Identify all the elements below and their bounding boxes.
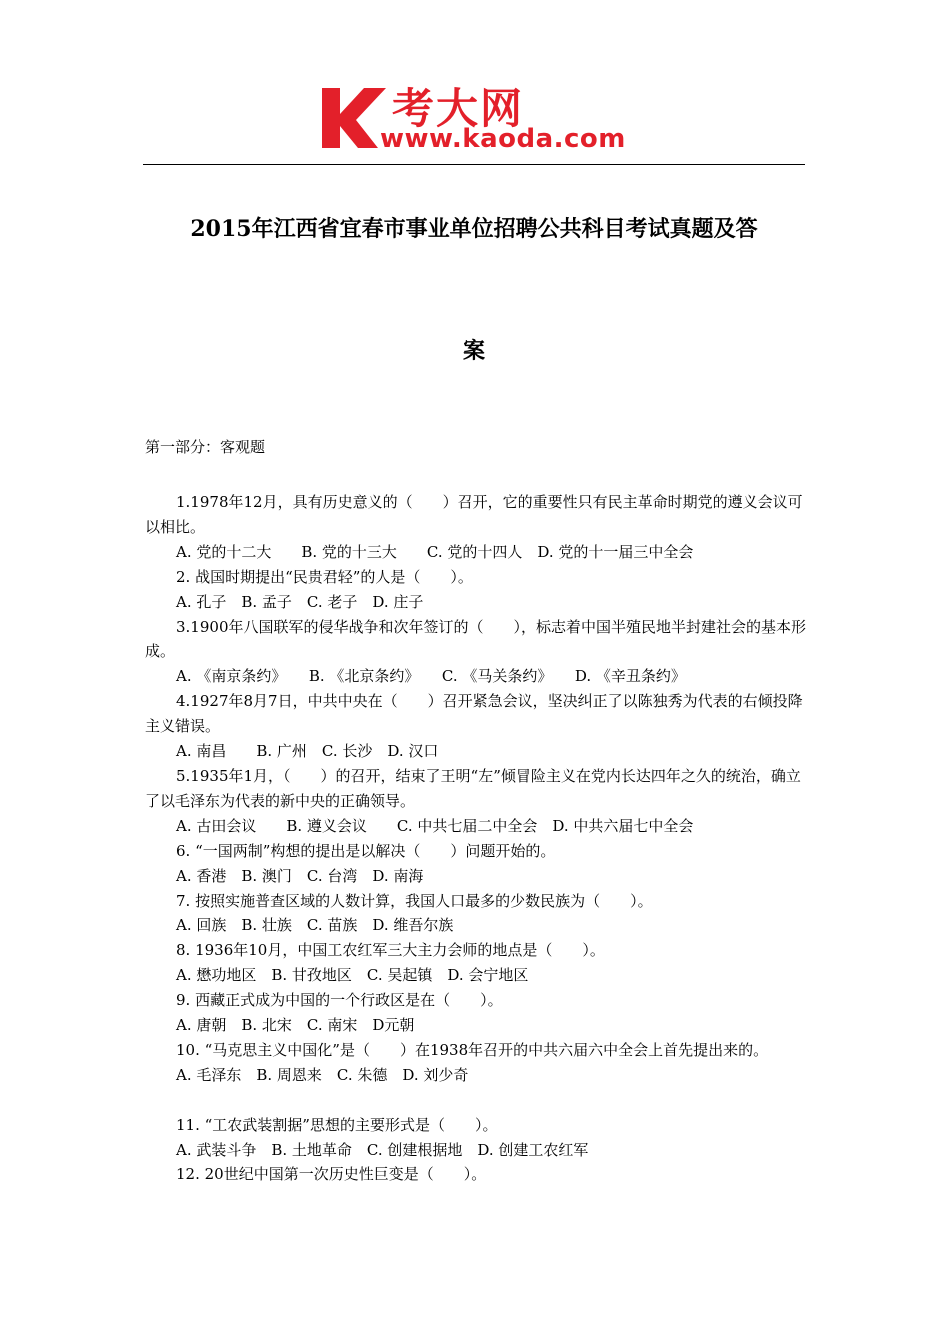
- section-heading: 第一部分：客观题: [145, 438, 266, 456]
- header-divider: [143, 164, 805, 165]
- question-9-options: A. 唐朝 B. 北宋 C. 南宋 D元朝: [176, 1016, 415, 1035]
- question-9: 9. 西藏正式成为中国的一个行政区是在（ ）。: [176, 991, 503, 1010]
- question-list: [145, 490, 809, 1187]
- question-7-options: A. 回族 B. 壮族 C. 苗族 D. 维吾尔族: [176, 916, 454, 935]
- logo-chinese-text: 考大网: [392, 84, 525, 133]
- question-5: 5.1935年1月，（ ）的召开，结束了王明“左”倾冒险主义在党内长达四年之久的统治，确立了以毛泽东为代表的新中央的正确领导。: [145, 766, 801, 810]
- logo-url-text: www.kaoda.com: [380, 124, 626, 154]
- kaoda-logo: [318, 78, 648, 160]
- question-10-options: A. 毛泽东 B. 周恩来 C. 朱德 D. 刘少奇: [176, 1065, 469, 1084]
- question-6: 6. “一国两制”构想的提出是以解决（ ）问题开始的。: [176, 841, 556, 860]
- question-1-options: A. 党的十二大 B. 党的十三大 C. 党的十四人 D. 党的十一届三中全会: [176, 542, 694, 561]
- question-5-options: A. 古田会议 B. 遵义会议 C. 中共七届二中全会 D. 中共六届七中全会: [176, 816, 694, 835]
- document-title-line-2: 案: [462, 338, 485, 364]
- question-4-options: A. 南昌 B. 广州 C. 长沙 D. 汉口: [176, 742, 439, 761]
- question-3-options: A. 《南京条约》 B. 《北京条约》 C. 《马关条约》 D. 《辛丑条约》: [176, 667, 686, 686]
- question-6-options: A. 香港 B. 澳门 C. 台湾 D. 南海: [176, 866, 424, 885]
- spacer: [145, 1088, 809, 1113]
- question-7: 7. 按照实施普查区域的人数计算，我国人口最多的少数民族为（ ）。: [176, 891, 653, 910]
- question-8: 8. 1936年10月，中国工农红军三大主力会师的地点是（ ）。: [176, 941, 605, 960]
- question-11-options: A. 武装斗争 B. 土地革命 C. 创建根据地 D. 创建工农红军: [176, 1140, 589, 1159]
- question-2: 2. 战国时期提出“民贵君轻”的人是（ ）。: [176, 567, 473, 586]
- question-12: 12. 20世纪中国第一次历史性巨变是（ ）。: [176, 1165, 487, 1184]
- question-4: 4.1927年8月7日，中共中央在（ ）召开紧急会议，坚决纠正了以陈独秀为代表的右倾投降主义错误。: [145, 692, 803, 736]
- question-8-options: A. 懋功地区 B. 甘孜地区 C. 吴起镇 D. 会宁地区: [176, 966, 529, 985]
- document-title-line-1: 2015年江西省宜春市事业单位招聘公共科目考试真题及答: [190, 216, 758, 242]
- question-10: 10. “马克思主义中国化”是（ ）在1938年召开的中共六届六中全会上首先提出来的。: [176, 1040, 769, 1059]
- question-1: 1.1978年12月，具有历史意义的（ ）召开，它的重要性只有民主革命时期党的遵义会议可以相比。: [145, 493, 803, 536]
- question-2-options: A. 孔子 B. 孟子 C. 老子 D. 庄子: [176, 592, 424, 611]
- question-11: 11. “工农武装割据”思想的主要形式是（ ）。: [176, 1115, 498, 1134]
- question-3: 3.1900年八国联军的侵华战争和次年签订的（ ），标志着中国半殖民地半封建社会的基本形成。: [145, 617, 806, 661]
